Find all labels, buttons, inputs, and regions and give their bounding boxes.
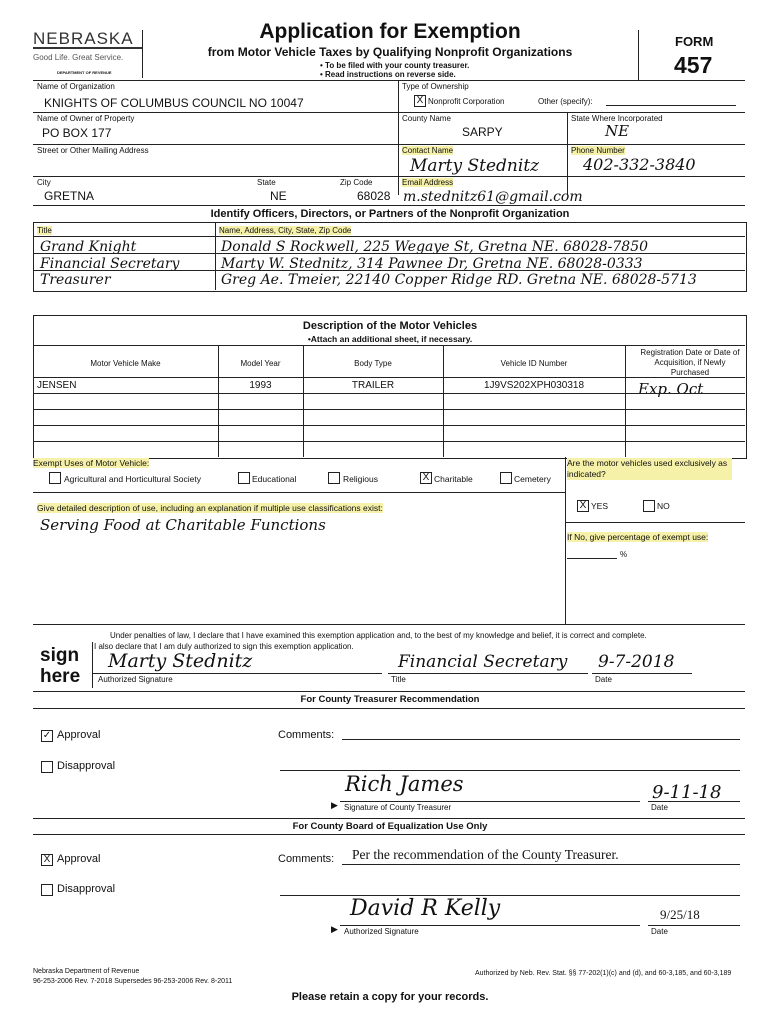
applicant-title: Financial Secretary xyxy=(398,652,568,672)
officer-address: Donald S Rockwell, 225 Wegaye St, Gretna NE. 68028-7850 xyxy=(221,239,649,255)
org-name: KNIGHTS OF COLUMBUS COUNCIL NO 10047 xyxy=(44,96,304,110)
exempt-label: Exempt Uses of Motor Vehicle: xyxy=(33,458,150,468)
treasurer-comments-label: Comments: xyxy=(278,729,335,741)
vehicle-make: JENSEN xyxy=(37,380,77,391)
street-label: Street or Other Mailing Address xyxy=(37,146,149,155)
treasurer-disapproval-label: Disapproval xyxy=(57,760,116,772)
phone-label: Phone Number xyxy=(571,146,625,155)
state-inc-label: State Where Incorporated xyxy=(571,114,663,123)
logo-tagline: Good Life. Great Service. xyxy=(33,53,124,62)
org-name-label: Name of Organization xyxy=(37,82,115,91)
no-checkbox[interactable] xyxy=(643,500,655,512)
col-reg: Registration Date or Date of Acquisition, if Newly Purchased xyxy=(640,348,740,377)
vehicle-vin: 1J9VS202XPH030318 xyxy=(483,380,585,391)
board-approval-checkbox[interactable]: X xyxy=(41,854,53,866)
desc-label: Give detailed description of use, including an explanation if multiple use classifications exist: xyxy=(37,503,383,513)
board-date-label: Date xyxy=(651,927,668,936)
date-label: Date xyxy=(595,675,612,684)
county-label: County Name xyxy=(402,114,451,123)
treasurer-approval-checkbox[interactable]: ✓ xyxy=(42,730,52,741)
board-comment: Per the recommendation of the County Treasurer. xyxy=(352,847,619,862)
logo-dept: DEPARTMENT OF REVENUE xyxy=(57,70,112,75)
treasurer-signature: Rich James xyxy=(345,772,464,796)
form-subtitle: from Motor Vehicle Taxes by Qualifying Nonprofit Organizations xyxy=(207,45,573,59)
board-signature: David R Kelly xyxy=(350,896,501,921)
footer-rev: 96-253-2006 Rev. 7-2018 Supersedes 96-253-2006 Rev. 8-2011 xyxy=(33,978,233,985)
city-value: GRETNA xyxy=(44,189,95,203)
state-inc-value: NE xyxy=(605,122,630,140)
email-value: m.stednitz61@gmail.com xyxy=(403,189,583,205)
other-specify-label: Other (specify): xyxy=(538,97,593,106)
treasurer-disapproval-checkbox[interactable] xyxy=(41,761,53,773)
nebraska-logo xyxy=(33,30,143,75)
owner-value: PO BOX 177 xyxy=(42,126,112,140)
char-label: Charitable xyxy=(434,474,473,484)
officer-title: Grand Knight xyxy=(40,239,137,255)
officer-title: Financial Secretary xyxy=(40,256,180,272)
contact-value: Marty Stednitz xyxy=(410,156,540,176)
agri-checkbox[interactable] xyxy=(49,472,61,484)
title-label: Title xyxy=(391,675,406,684)
officer-address: Marty W. Stednitz, 314 Pawnee Dr, Gretna NE. 68028-0333 xyxy=(221,256,643,272)
applicant-signature: Marty Stednitz xyxy=(108,650,253,672)
penalty-text: Under penalties of law, I declare that I have examined this exemption application and, to the best of my knowledge and belief, it is correct and complete. xyxy=(110,631,647,640)
here-label: here xyxy=(40,666,81,687)
contact-label: Contact Name xyxy=(402,146,454,155)
treasurer-sig-label: Signature of County Treasurer xyxy=(344,803,452,812)
state-label: State xyxy=(257,178,276,187)
cem-checkbox[interactable] xyxy=(500,472,512,484)
state-value: NE xyxy=(270,189,287,203)
board-sig-label: Authorized Signature xyxy=(344,927,419,936)
authorized-text: I also declare that I am duly authorized to sign this exemption application. xyxy=(94,642,354,651)
treasurer-date-label: Date xyxy=(651,803,668,812)
vehicle-year: 1993 xyxy=(249,380,272,391)
officers-heading: Identify Officers, Directors, or Partners of the Nonprofit Organization xyxy=(210,208,570,220)
form-label: FORM xyxy=(675,34,714,49)
pct-label: If No, give percentage of exempt use: xyxy=(567,532,709,542)
zip-value: 68028 xyxy=(357,189,391,203)
vehicles-heading: Description of the Motor Vehicles xyxy=(302,320,478,332)
char-checkbox[interactable]: X xyxy=(420,472,432,484)
rel-label: Religious xyxy=(343,474,378,484)
zip-label: Zip Code xyxy=(340,178,373,187)
officer-title: Treasurer xyxy=(40,272,111,288)
phone-value: 402-332-3840 xyxy=(583,155,696,174)
board-disapproval-checkbox[interactable] xyxy=(41,884,53,896)
treasurer-pointer-arrow: ▶ xyxy=(331,800,338,810)
form-note-2: • Read instructions on reverse side. xyxy=(320,70,456,79)
col-body: Body Type xyxy=(354,359,392,368)
pct-sign: % xyxy=(620,550,628,559)
county-value: SARPY xyxy=(462,125,503,139)
board-comments-label: Comments: xyxy=(278,853,335,865)
board-date: 9/25/18 xyxy=(660,907,700,922)
vehicle-reg: Exp. Oct xyxy=(638,380,704,398)
treasurer-approval-label: Approval xyxy=(57,729,101,741)
board-pointer-arrow: ▶ xyxy=(331,924,338,934)
desc-value: Serving Food at Charitable Functions xyxy=(40,516,326,534)
footer-dept: Nebraska Department of Revenue xyxy=(33,968,140,975)
ownership-label: Type of Ownership xyxy=(402,82,469,91)
treasurer-date: 9-11-18 xyxy=(652,782,722,803)
edu-label: Educational xyxy=(252,474,297,484)
rel-checkbox[interactable] xyxy=(328,472,340,484)
sign-label: sign xyxy=(40,645,80,666)
yes-label: YES xyxy=(591,501,609,511)
sig-label: Authorized Signature xyxy=(98,675,173,684)
officer-title-label: Title xyxy=(37,226,52,235)
col-year: Model Year xyxy=(240,359,281,368)
nonprofit-checkbox[interactable]: X xyxy=(414,95,426,107)
form-title: Application for Exemption xyxy=(259,20,521,43)
form-note-1: • To be filed with your county treasurer. xyxy=(320,61,470,70)
nonprofit-label: Nonprofit Corporation xyxy=(428,97,505,106)
footer-retain: Please retain a copy for your records. xyxy=(291,991,489,1003)
treasurer-heading: For County Treasurer Recommendation xyxy=(300,694,480,705)
col-make: Motor Vehicle Make xyxy=(90,359,161,368)
edu-checkbox[interactable] xyxy=(238,472,250,484)
applicant-date: 9-7-2018 xyxy=(598,652,675,672)
agri-label: Agricultural and Horticultural Society xyxy=(64,474,202,484)
city-label: City xyxy=(37,178,51,187)
yes-checkbox[interactable]: X xyxy=(577,500,589,512)
board-heading: For County Board of Equalization Use Only xyxy=(292,821,488,832)
used-question: Are the motor vehicles used exclusively as indicated? xyxy=(567,458,732,480)
owner-label: Name of Owner of Property xyxy=(37,114,135,123)
email-label: Email Address xyxy=(402,178,454,187)
cem-label: Cemetery xyxy=(514,474,551,484)
footer-auth: Authorized by Neb. Rev. Stat. §§ 77-202(1)(c) and (d), and 60-3,185, and 60-3,189 xyxy=(475,970,732,977)
board-approval-label: Approval xyxy=(57,853,101,865)
officer-address: Greg Ae. Tmeier, 22140 Copper Ridge RD. Gretna NE. 68028-5713 xyxy=(221,272,697,288)
vehicle-body: TRAILER xyxy=(351,380,395,391)
col-vin: Vehicle ID Number xyxy=(500,359,568,368)
form-number: 457 xyxy=(674,52,713,78)
board-disapproval-label: Disapproval xyxy=(57,883,116,895)
no-label: NO xyxy=(657,501,670,511)
logo-brand: NEBRASKA xyxy=(33,30,143,49)
officer-address-label: Name, Address, City, State, Zip Code xyxy=(219,226,352,235)
vehicles-subheading: •Attach an additional sheet, if necessary. xyxy=(307,334,473,344)
